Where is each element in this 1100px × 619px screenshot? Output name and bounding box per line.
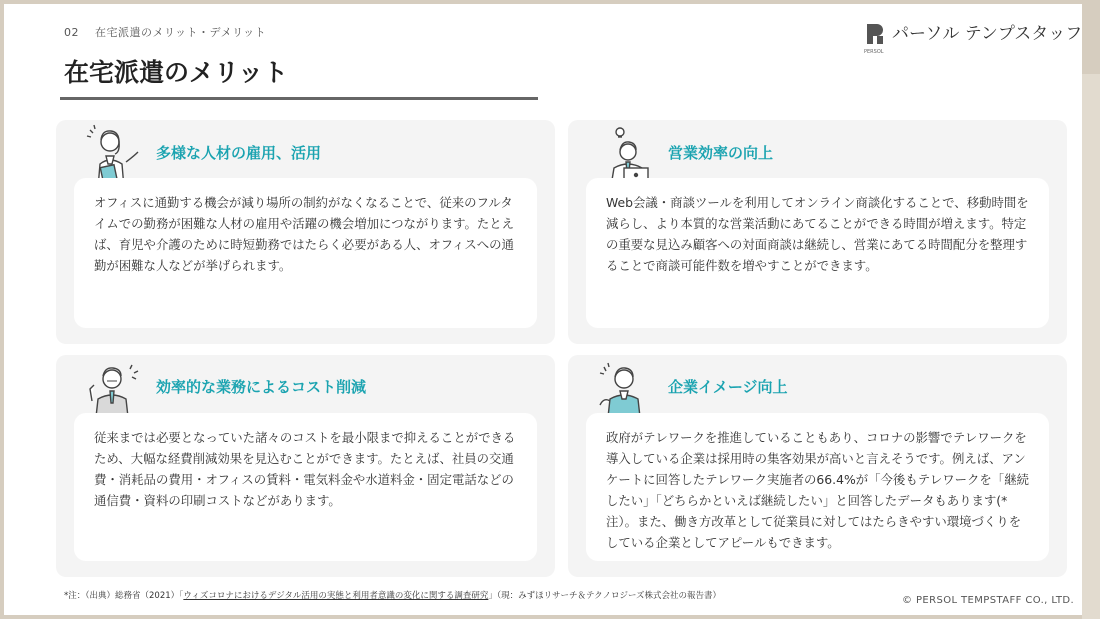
footnote-suffix: 」（現：みずほリサーチ＆テクノロジーズ株式会社の報告書）: [488, 591, 722, 601]
footnote-source-link[interactable]: ウィズコロナにおけるデジタル活用の実態と利用者意識の変化に関する調査研究: [183, 591, 489, 601]
card-title: 企業イメージ向上: [668, 378, 788, 396]
card-body-text: 従来までは必要となっていた諸々のコストを最小限まで抑えることができるため、大幅な経費削減効果を見込むことができます。たとえば、社員の交通費・消耗品の費用・オフィスの賃料・電気料金や水道料金・固定電話などの通信費・資料の印刷コストなどがあります。: [94, 430, 516, 508]
card-title: 営業効率の向上: [668, 144, 774, 162]
footnote: [64, 589, 721, 601]
card-title: 多様な人材の雇用、活用: [156, 144, 322, 162]
card-sales-efficiency: [568, 120, 1067, 344]
card-body-box: [586, 413, 1049, 561]
card-body-text: Web会議・商談ツールを利用してオンライン商談化することで、移動時間を減らし、より本質的な営業活動にあてることができる時間が増えます。特定の重要な見込み顧客への対面商談は継続し、営業にあてる時間配分を整理することで商談可能件数を増やすことができます。: [606, 195, 1029, 273]
card-body-text: オフィスに通勤する機会が減り場所の制約がなくなることで、従来のフルタイムでの勤務が困難な人材の雇用や活躍の機会増加につながります。たとえば、育児や介護のために時短勤務ではたらく必要がある人、オフィスへの通勤が困難な人などが挙げられます。: [94, 195, 515, 273]
thinking-person-icon: [596, 361, 656, 421]
manager-man-icon: [86, 361, 146, 421]
card-cost-reduction: [56, 355, 555, 577]
card-body-text: 政府がテレワークを推進していることもあり、コロナの影響でテレワークを導入している企業は採用時の集客効果が高いと言えそうです。例えば、アンケートに回答したテレワーク実施者の66.4%が「今後もテレワークを「継続したい」「どちらかといえば継続したい」と回答したデータもあります(*注）。また、働き方改革として従業員に対してはたらきやすい環境づくりをしている企業としてアピールもできます。: [606, 430, 1029, 550]
title-underline: [60, 97, 538, 100]
logo-text: パーソル テンプスタッフ: [892, 24, 1083, 44]
breadcrumb: [64, 24, 266, 40]
card-body-box: [586, 178, 1049, 328]
card-diverse-talent: [56, 120, 555, 344]
section-number: 02: [64, 26, 79, 39]
persol-logo-icon: [864, 22, 886, 56]
page-title: 在宅派遣のメリット: [64, 58, 289, 87]
persol-logo: [864, 22, 1082, 54]
card-title: 効率的な業務によるコスト削減: [156, 378, 367, 396]
right-edge-strip: [1082, 74, 1100, 619]
card-body-box: [74, 178, 537, 328]
copyright: © PERSOL TEMPSTAFF CO., LTD.: [902, 595, 1075, 606]
card-corporate-image: [568, 355, 1067, 577]
card-body-box: [74, 413, 537, 561]
breadcrumb-text: 在宅派遣のメリット・デメリット: [95, 26, 267, 39]
logo-sub-text: PERSOL: [864, 49, 884, 55]
footnote-prefix: *注：（出典）総務省（2021）「: [64, 591, 184, 601]
